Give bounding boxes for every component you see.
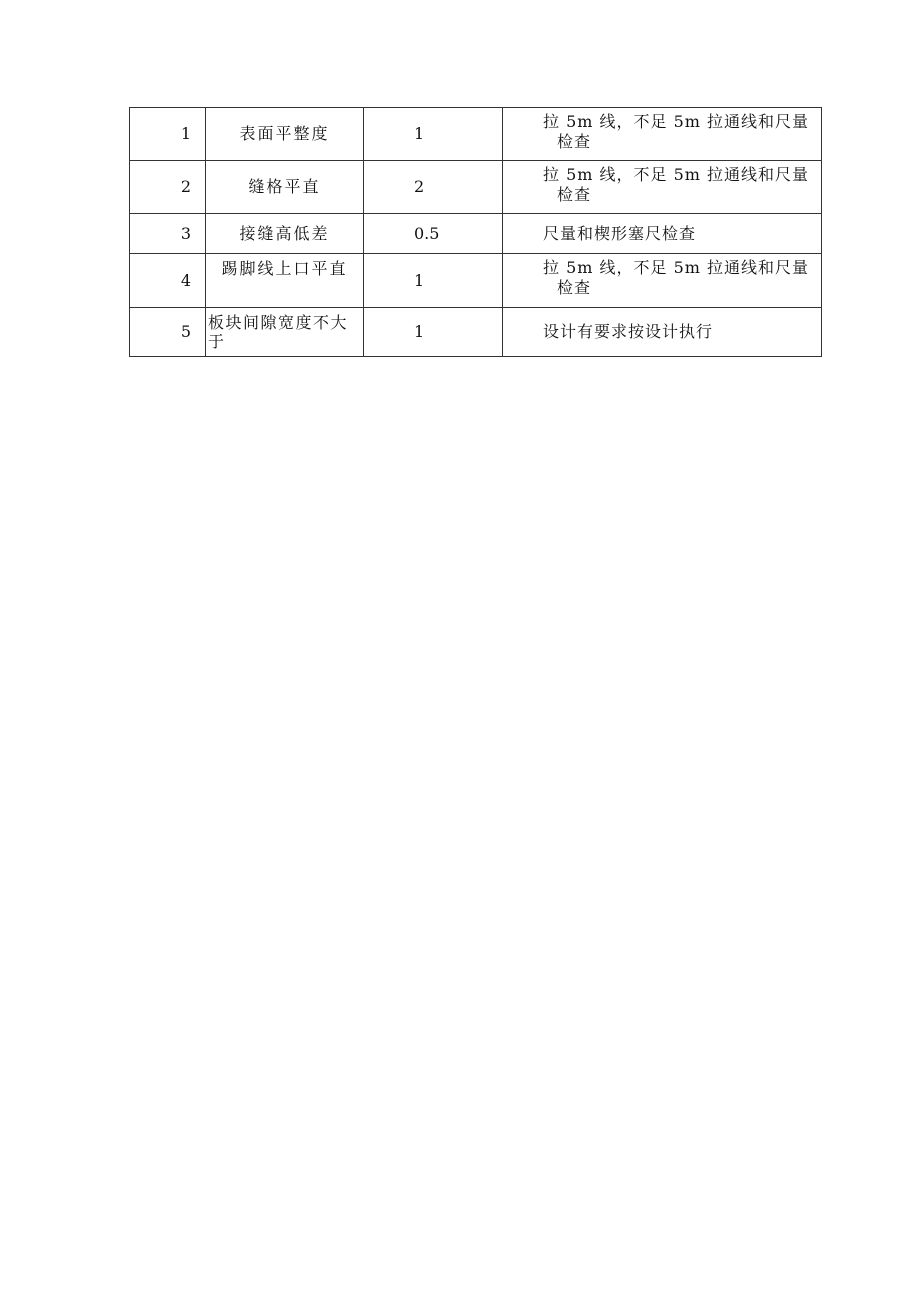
tolerance-value: 1 — [364, 254, 503, 308]
table-row — [130, 161, 822, 214]
method-line-2: 检查 — [557, 132, 592, 151]
tolerance-value: 2 — [364, 161, 503, 214]
row-index: 4 — [130, 254, 206, 308]
inspection-item: 表面平整度 — [206, 108, 364, 161]
inspection-method — [503, 308, 822, 357]
inspection-item: 踢脚线上口平直 — [206, 254, 364, 308]
method-line-2: 检查 — [557, 278, 592, 297]
inspection-method — [503, 108, 822, 161]
row-index: 3 — [130, 214, 206, 254]
table-row — [130, 214, 822, 254]
inspection-method — [503, 161, 822, 214]
inspection-item: 缝格平直 — [206, 161, 364, 214]
inspection-item: 接缝高低差 — [206, 214, 364, 254]
method-line-2: 检查 — [557, 185, 592, 204]
row-index: 5 — [130, 308, 206, 357]
inspection-method — [503, 254, 822, 308]
tolerance-value: 0.5 — [364, 214, 503, 254]
method-line-1: 拉 5m 线，不足 5m 拉通线和尺量 — [543, 165, 810, 184]
row-index: 1 — [130, 108, 206, 161]
inspection-method — [503, 214, 822, 254]
method-line-1: 拉 5m 线，不足 5m 拉通线和尺量 — [543, 112, 810, 131]
tolerance-value: 1 — [364, 108, 503, 161]
row-index: 2 — [130, 161, 206, 214]
table-row — [130, 308, 822, 357]
table-row — [130, 254, 822, 308]
inspection-item: 板块间隙宽度不大于 — [206, 308, 364, 357]
method-line-1: 拉 5m 线，不足 5m 拉通线和尺量 — [543, 258, 810, 277]
method-line-1: 尺量和楔形塞尺检查 — [543, 223, 697, 243]
method-line-1: 设计有要求按设计执行 — [543, 322, 714, 341]
table-row — [130, 108, 822, 161]
tolerance-table — [129, 107, 822, 357]
tolerance-value: 1 — [364, 308, 503, 357]
